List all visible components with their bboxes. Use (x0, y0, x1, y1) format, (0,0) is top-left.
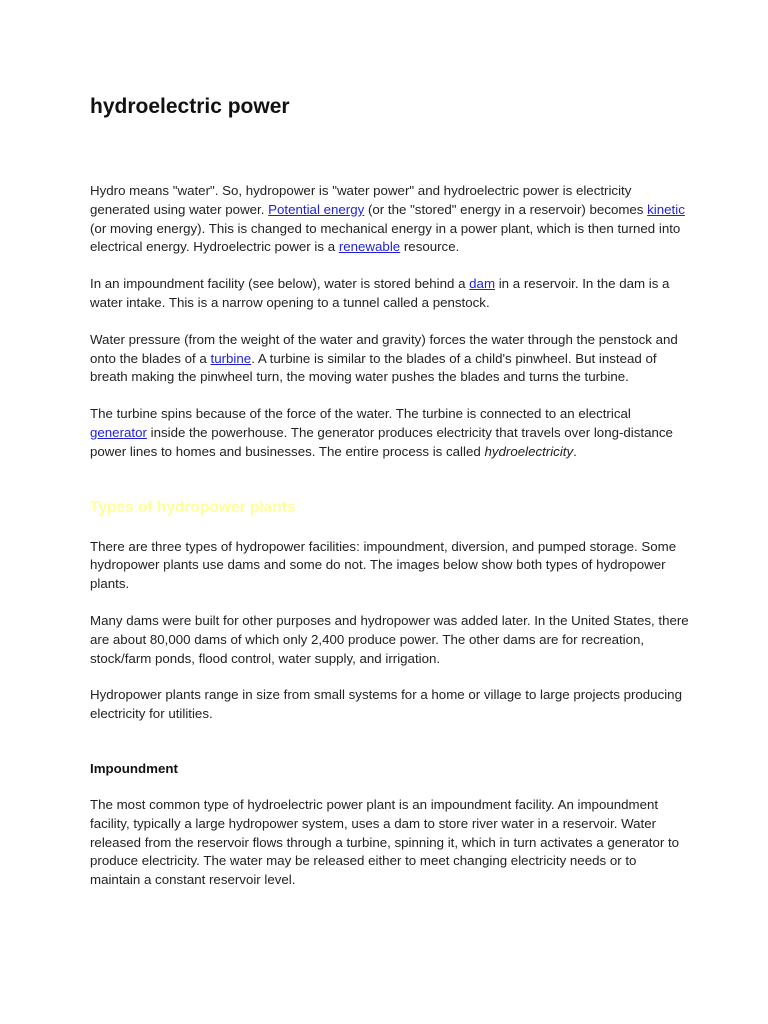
paragraph-plant-sizes: Hydropower plants range in size from small systems for a home or village to large projects producing electricity for utilities. (90, 687, 682, 722)
link-kinetic[interactable]: kinetic (647, 201, 685, 217)
paragraph-impoundment-facility: In an impoundment facility (see below), water is stored behind a dam in a reservoir. In the dam is a water intake. This is a narrow opening to a tunnel called a penstock. (90, 276, 670, 310)
link-dam[interactable]: dam (469, 276, 496, 292)
link-renewable[interactable]: renewable (338, 239, 401, 255)
document-page (90, 92, 690, 890)
subheading-impoundment: Impoundment (90, 760, 178, 776)
link-potential-energy[interactable]: Potential energy (268, 201, 365, 217)
link-turbine[interactable]: turbine (210, 350, 252, 366)
paragraph-water-pressure: Water pressure (from the weight of the water and gravity) forces the water through the penstock and onto the blades of a turbine. A turbine is similar to the blades of a child's pinwheel. But instead of breath making the pinwheel turn, the moving water pushes the blades and turns the turbine. (90, 331, 678, 385)
paragraph-turbine-spins: The turbine spins because of the force of the water. The turbine is connected to an electrical generator inside the powerhouse. The generator produces electricity that travels over long-distance power lines to homes and businesses. The entire process is called hydroelectricity. (90, 406, 673, 459)
paragraph-intro: Hydro means "water". So, hydropower is "water power" and hydroelectric power is electricity generated using water power. Potential energy (or the "stored" energy in a reservoir) becomes kinetic (or moving energy). This is changed to mechanical energy in a power plant, which is then turned into electrical energy. Hydroelectric power is a renewable resource. (90, 183, 685, 255)
paragraph-many-dams: Many dams were built for other purposes and hydropower was added later. In the United States, there are about 80,000 dams of which only 2,400 produce power. The other dams are for recreation, stock/farm ponds, flood control, water supply, and irrigation. (90, 612, 689, 666)
paragraph-three-types: There are three types of hydropower facilities: impoundment, diversion, and pumped storage. Some hydropower plants use dams and some do not. The images below show both types of hydropower plants. (90, 538, 677, 592)
page-title: hydroelectric power (90, 95, 290, 118)
paragraph-impoundment-detail: The most common type of hydroelectric power plant is an impoundment facility. An impoundment facility, typically a large hydropower system, uses a dam to store river water in a reservoir. Water released from the reservoir flows through a turbine, spinning it, which in turn activates a generator to produce electricity. The water may be released either to meet changing electricity needs or to maintain a constant reservoir level. (90, 796, 680, 888)
link-generator[interactable]: generator (90, 424, 147, 440)
section-title-types: Types of hydropower plants (90, 498, 296, 516)
